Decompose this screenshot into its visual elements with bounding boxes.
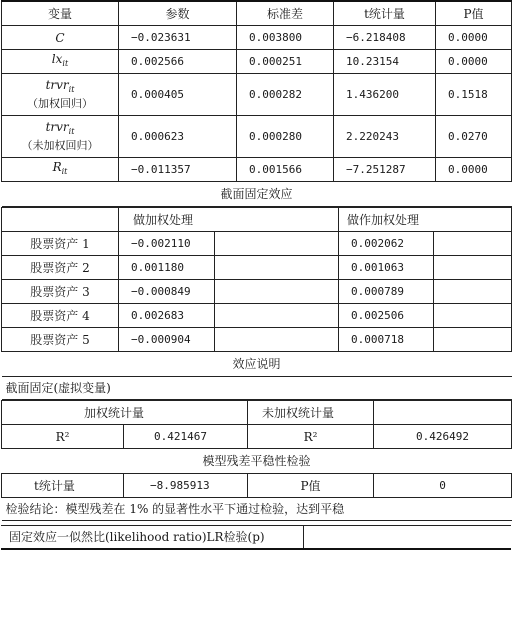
variable-name: R [52, 160, 62, 174]
variable-note: （加权回归） [27, 97, 93, 110]
se-cell: 0.000280 [237, 116, 334, 158]
variable-subscript: it [61, 167, 68, 176]
stationarity-title: 模型残差平稳性检验 [2, 449, 512, 474]
table-row [2, 50, 512, 74]
statistics-header-row [2, 401, 512, 425]
variable-note: （未加权回归） [21, 139, 99, 152]
table-row [2, 304, 512, 328]
empty-cell [434, 232, 512, 256]
empty-cell [374, 401, 512, 425]
variable-name: lx [51, 52, 63, 66]
variable-cell [2, 116, 119, 158]
table-row [2, 116, 512, 158]
coefficient-header-row [2, 1, 512, 26]
unweighted-value: 0.000789 [339, 280, 434, 304]
unweighted-value: 0.001063 [339, 256, 434, 280]
header-variable: 变量 [2, 1, 119, 26]
t-cell: 10.23154 [334, 50, 436, 74]
table-row [2, 26, 512, 50]
variable-subscript: it [62, 59, 69, 68]
se-cell: 0.003800 [237, 26, 334, 50]
variable-cell [2, 158, 119, 182]
effect-note-title: 效应说明 [2, 352, 512, 377]
variable-subscript: it [68, 85, 75, 94]
t-cell: −6.218408 [334, 26, 436, 50]
asset-label: 股票资产 2 [2, 256, 119, 280]
conclusion-row [2, 498, 512, 521]
t-cell: −7.251287 [334, 158, 436, 182]
coef-cell: 0.000405 [119, 74, 237, 116]
effect-note-title-row [2, 352, 512, 377]
asset-label: 股票资产 4 [2, 304, 119, 328]
empty-cell [434, 328, 512, 352]
table-row [2, 158, 512, 182]
unweighted-value: 0.002062 [339, 232, 434, 256]
header-weighted: 做加权处理 [119, 208, 339, 232]
table-row [2, 256, 512, 280]
r2-label-weighted: R² [2, 425, 124, 449]
unweighted-value: 0.000718 [339, 328, 434, 352]
p-cell: 0.0000 [436, 158, 512, 182]
lr-test-table [1, 525, 511, 550]
fixed-effects-header-row [2, 208, 512, 232]
empty-cell [215, 232, 339, 256]
variable-cell [2, 50, 119, 74]
se-cell: 0.000251 [237, 50, 334, 74]
p-value: 0 [374, 474, 512, 498]
header-t-stat: t统计量 [334, 1, 436, 26]
r2-unweighted-value: 0.426492 [374, 425, 512, 449]
se-cell: 0.000282 [237, 74, 334, 116]
r2-label-unweighted: R² [248, 425, 374, 449]
asset-label: 股票资产 3 [2, 280, 119, 304]
fixed-effects-title: 截面固定效应 [2, 182, 512, 207]
variable-name: trvr [45, 120, 69, 134]
lr-test-value [303, 526, 511, 550]
asset-label: 股票资产 5 [2, 328, 119, 352]
fixed-effects-title-row [2, 182, 512, 207]
effect-note-text: 截面固定(虚拟变量) [2, 377, 512, 400]
se-cell: 0.001566 [237, 158, 334, 182]
table-row [2, 232, 512, 256]
statistics-table [1, 400, 512, 521]
table-row [2, 74, 512, 116]
p-cell: 0.0000 [436, 26, 512, 50]
unweighted-value: 0.002506 [339, 304, 434, 328]
weighted-value: −0.000904 [119, 328, 215, 352]
header-unweighted: 做作加权处理 [339, 208, 512, 232]
lr-test-row [1, 526, 511, 550]
coefficient-table [1, 0, 512, 207]
t-cell: 1.436200 [334, 74, 436, 116]
coef-cell: −0.023631 [119, 26, 237, 50]
asset-label: 股票资产 1 [2, 232, 119, 256]
stationarity-values-row [2, 474, 512, 498]
stationarity-conclusion: 检验结论：模型残差在 1% 的显著性水平下通过检验，达到平稳 [2, 498, 512, 521]
p-cell: 0.0270 [436, 116, 512, 158]
p-cell: 0.0000 [436, 50, 512, 74]
empty-cell [434, 280, 512, 304]
unweighted-stats-label: 未加权统计量 [248, 401, 374, 425]
stationarity-title-row [2, 449, 512, 474]
t-stat-value: −8.985913 [124, 474, 248, 498]
header-p-value: P值 [436, 1, 512, 26]
variable-subscript: it [68, 127, 75, 136]
fixed-effects-table [1, 207, 512, 400]
table-row [2, 280, 512, 304]
p-cell: 0.1518 [436, 74, 512, 116]
empty-cell [434, 304, 512, 328]
variable-name: C [55, 30, 65, 45]
variable-cell [2, 26, 119, 50]
variable-name: trvr [45, 78, 69, 92]
weighted-value: −0.000849 [119, 280, 215, 304]
effect-note-row [2, 377, 512, 400]
empty-cell [434, 256, 512, 280]
t-stat-label: t统计量 [2, 474, 124, 498]
weighted-value: 0.001180 [119, 256, 215, 280]
empty-cell [215, 304, 339, 328]
coef-cell: −0.011357 [119, 158, 237, 182]
empty-cell [215, 328, 339, 352]
empty-cell [2, 208, 119, 232]
r-squared-row [2, 425, 512, 449]
header-coefficient: 参数 [119, 1, 237, 26]
weighted-value: 0.002683 [119, 304, 215, 328]
weighted-stats-label: 加权统计量 [2, 401, 248, 425]
empty-cell [215, 256, 339, 280]
empty-cell [215, 280, 339, 304]
coef-cell: 0.002566 [119, 50, 237, 74]
variable-cell [2, 74, 119, 116]
weighted-value: −0.002110 [119, 232, 215, 256]
header-std-error: 标准差 [237, 1, 334, 26]
table-row [2, 328, 512, 352]
t-cell: 2.220243 [334, 116, 436, 158]
lr-test-label: 固定效应一似然比(likelihood ratio)LR检验(p) [1, 526, 303, 550]
r2-weighted-value: 0.421467 [124, 425, 248, 449]
coef-cell: 0.000623 [119, 116, 237, 158]
p-value-label: P值 [248, 474, 374, 498]
